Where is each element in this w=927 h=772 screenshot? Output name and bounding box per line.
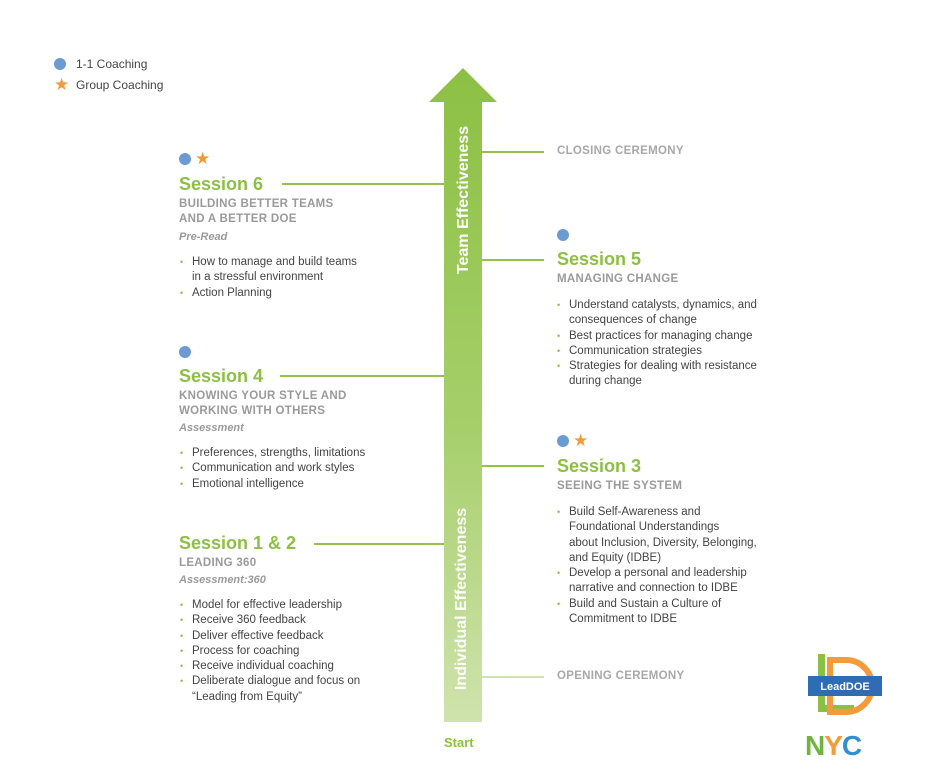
session-3-connector — [482, 465, 544, 467]
session-3-coaching-icons — [557, 431, 589, 450]
list-item: • Receive individual coaching — [180, 659, 360, 674]
legend-group-label: Group Coaching — [76, 78, 164, 92]
list-item: • Strategies for dealing with resistance during change — [557, 359, 757, 390]
legend-group — [54, 75, 164, 94]
list-item: • Communication and work styles — [180, 461, 365, 476]
one-on-one-coaching-icon — [179, 153, 191, 165]
one-on-one-coaching-icon — [54, 58, 66, 70]
session-4-coaching-icons — [179, 346, 191, 358]
session-3-subtitle — [557, 479, 682, 494]
session-4-subtitle — [179, 389, 347, 419]
session-3-subtitle-line-1: SEEING THE SYSTEM — [557, 480, 683, 492]
session-3-title: Session 3 — [557, 456, 642, 476]
closing-ceremony-connector — [482, 151, 544, 153]
one-on-one-coaching-icon — [557, 435, 569, 447]
session-5-bullets — [557, 298, 757, 390]
session-6-subtitle-line-1: BUILDING BETTER TEAMS — [179, 198, 334, 210]
list-item: • Action Planning — [180, 286, 357, 301]
team-effectiveness-label: Team Effectiveness — [455, 125, 472, 275]
session-1-2-title: Session 1 & 2 — [179, 533, 297, 553]
opening-ceremony: OPENING CEREMONY — [557, 670, 685, 682]
list-item: • Deliver effective feedback — [180, 629, 360, 644]
individual-effectiveness-label: Individual Effectiveness — [453, 507, 470, 691]
list-item: • Build Self-Awareness and Foundational Understandings about Inclusion, Diversity, Belonging, and Equity (IDBE) — [557, 505, 757, 566]
start-label: Start — [444, 735, 474, 750]
logo-text: LeadDOE — [820, 681, 870, 693]
session-6-bullets — [180, 255, 357, 301]
session-1-2-connector — [314, 543, 444, 545]
list-item: • Emotional intelligence — [180, 477, 365, 492]
session-1-2-bullets — [180, 598, 360, 705]
session-4-title: Session 4 — [179, 366, 264, 386]
session-3-bullets — [557, 505, 757, 627]
list-item: • Model for effective leadership — [180, 598, 360, 613]
session-6-coaching-icons — [179, 149, 211, 168]
session-5-connector — [482, 259, 544, 261]
session-6-subtitle-line-2: AND A BETTER DOE — [179, 213, 297, 225]
session-1-2-subtitle-line-1: LEADING 360 — [179, 557, 257, 569]
list-item: • How to manage and build teams in a stressful environment — [180, 255, 357, 286]
session-4-subtitle-line-2: WORKING WITH OTHERS — [179, 405, 326, 417]
session-4-bullets — [180, 446, 365, 492]
session-5-subtitle — [557, 272, 678, 287]
session-6-subtitle — [179, 197, 334, 227]
one-on-one-coaching-icon — [557, 229, 569, 241]
group-coaching-icon: ★ — [54, 75, 70, 94]
nyc-logo: NYC — [805, 730, 862, 761]
one-on-one-coaching-icon — [179, 346, 191, 358]
legend-one-on-one — [54, 57, 147, 71]
session-6-connector — [282, 183, 444, 185]
list-item: • Build and Sustain a Culture of Commitment to IDBE — [557, 597, 757, 628]
session-5-title: Session 5 — [557, 249, 642, 269]
legend-one-on-one-label: 1-1 Coaching — [76, 57, 148, 71]
leaddoe-logo — [806, 652, 886, 724]
session-5-coaching-icons — [557, 229, 569, 241]
session-4-subtitle-line-1: KNOWING YOUR STYLE AND — [179, 390, 347, 402]
closing-ceremony: CLOSING CEREMONY — [557, 145, 684, 157]
session-6-note: Pre-Read — [179, 231, 228, 243]
group-coaching-icon: ★ — [195, 149, 211, 168]
list-item: • Deliberate dialogue and focus on “Leading from Equity” — [180, 674, 360, 705]
opening-ceremony-connector — [482, 676, 544, 678]
session-4-note: Assessment — [179, 422, 244, 434]
list-item: • Receive 360 feedback — [180, 613, 360, 628]
session-4-connector — [280, 375, 444, 377]
list-item: • Develop a personal and leadership narrative and connection to IDBE — [557, 566, 757, 597]
list-item: • Best practices for managing change — [557, 329, 757, 344]
session-6-title: Session 6 — [179, 174, 264, 194]
session-5-subtitle-line-1: MANAGING CHANGE — [557, 273, 679, 285]
session-1-2-note: Assessment:360 — [179, 574, 266, 586]
list-item: • Process for coaching — [180, 644, 360, 659]
list-item: • Understand catalysts, dynamics, and consequences of change — [557, 298, 757, 329]
session-1-2-subtitle — [179, 556, 256, 571]
list-item: • Communication strategies — [557, 344, 757, 359]
list-item: • Preferences, strengths, limitations — [180, 446, 365, 461]
group-coaching-icon: ★ — [573, 431, 589, 450]
